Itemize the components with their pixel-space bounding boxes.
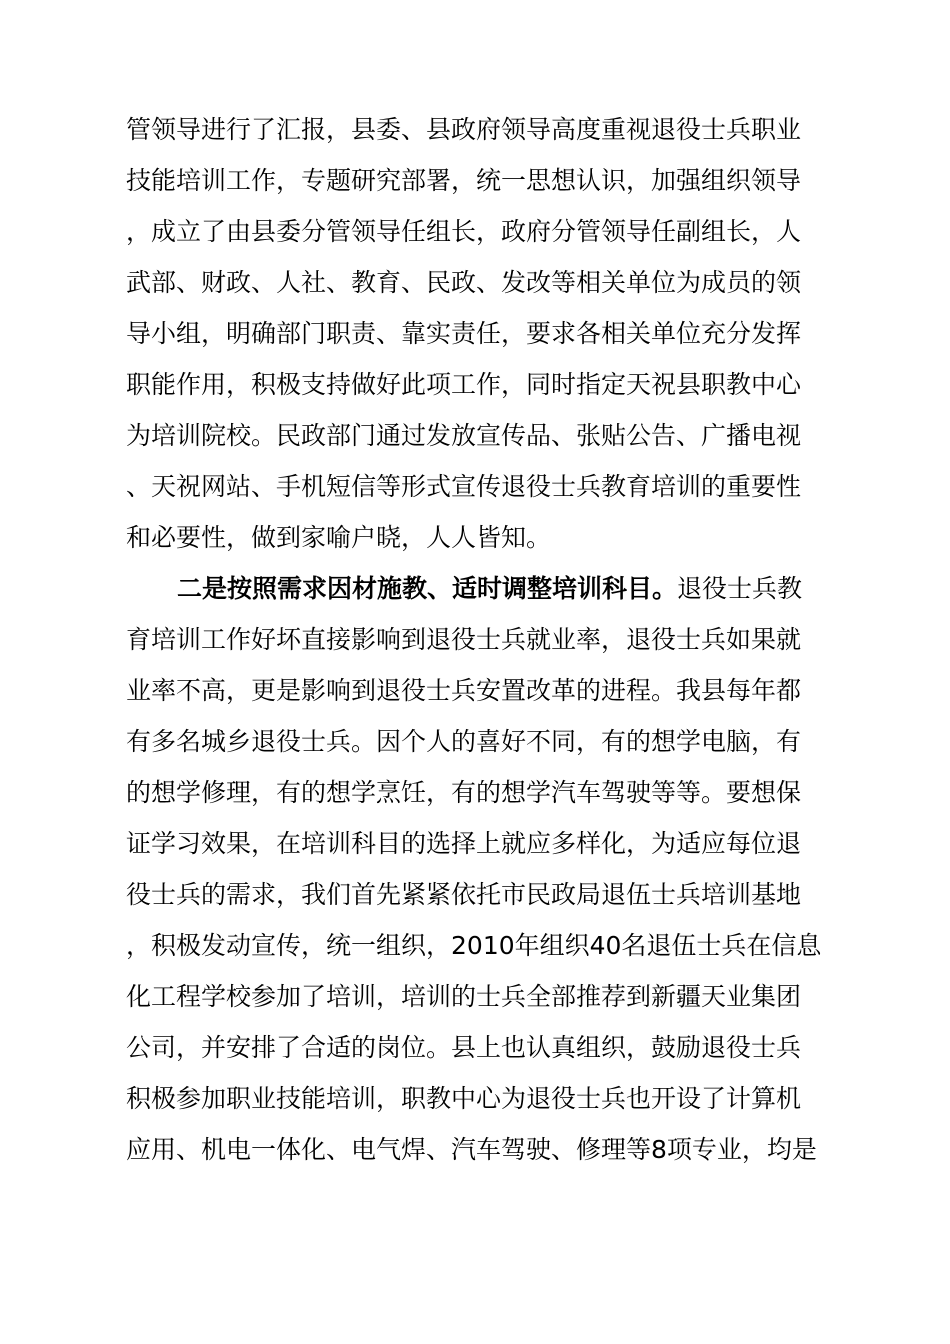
text-line: 应用、机电一体化、电气焊、汽车驾驶、修理等8项专业，均是 xyxy=(126,1135,817,1164)
text-line: 为培训院校。民政部门通过发放宣传品、张贴公告、广播电视 xyxy=(126,421,802,450)
text-line: 有多名城乡退役士兵。因个人的喜好不同，有的想学电脑，有 xyxy=(126,727,802,756)
text-line: 、天祝网站、手机短信等形式宣传退役士兵教育培训的重要性 xyxy=(126,472,802,501)
paragraph-first-line xyxy=(177,563,877,614)
text-line: ，成立了由县委分管领导任组长，政府分管领导任副组长，人 xyxy=(126,217,802,246)
text-line: ，积极发动宣传，统一组织，2010年组织40名退伍士兵在信息 xyxy=(126,931,822,960)
text-line: 武部、财政、人社、教育、民政、发改等相关单位为成员的领 xyxy=(126,268,802,297)
text-line: 的想学修理，有的想学烹饪，有的想学汽车驾驶等等。要想保 xyxy=(126,778,802,807)
text-line: 和必要性，做到家喻户晓，人人皆知。 xyxy=(126,523,552,552)
text-line: 育培训工作好坏直接影响到退役士兵就业率，退役士兵如果就 xyxy=(126,625,802,654)
text-line: 化工程学校参加了培训，培训的士兵全部推荐到新疆天业集团 xyxy=(126,982,802,1011)
text-line: 导小组，明确部门职责、靠实责任，要求各相关单位充分发挥 xyxy=(126,319,802,348)
text-line: 役士兵的需求，我们首先紧紧依托市民政局退伍士兵培训基地 xyxy=(126,880,802,909)
text-line: 积极参加职业技能培训，职教中心为退役士兵也开设了计算机 xyxy=(126,1084,802,1113)
text-line: 证学习效果，在培训科目的选择上就应多样化，为适应每位退 xyxy=(126,829,802,858)
text-line: 业率不高，更是影响到退役士兵安置改革的进程。我县每年都 xyxy=(126,676,802,705)
paragraph-heading: 二是按照需求因材施教、适时调整培训科目。 xyxy=(177,574,678,603)
text-line: 职能作用，积极支持做好此项工作，同时指定天祝县职教中心 xyxy=(126,370,802,399)
text-line: 技能培训工作，专题研究部署，统一思想认识，加强组织领导 xyxy=(126,166,802,195)
text-line: 公司，并安排了合适的岗位。县上也认真组织，鼓励退役士兵 xyxy=(126,1033,802,1062)
text-line: 管领导进行了汇报，县委、县政府领导高度重视退役士兵职业 xyxy=(126,115,802,144)
paragraph-text: 退役士兵教 xyxy=(677,574,803,603)
